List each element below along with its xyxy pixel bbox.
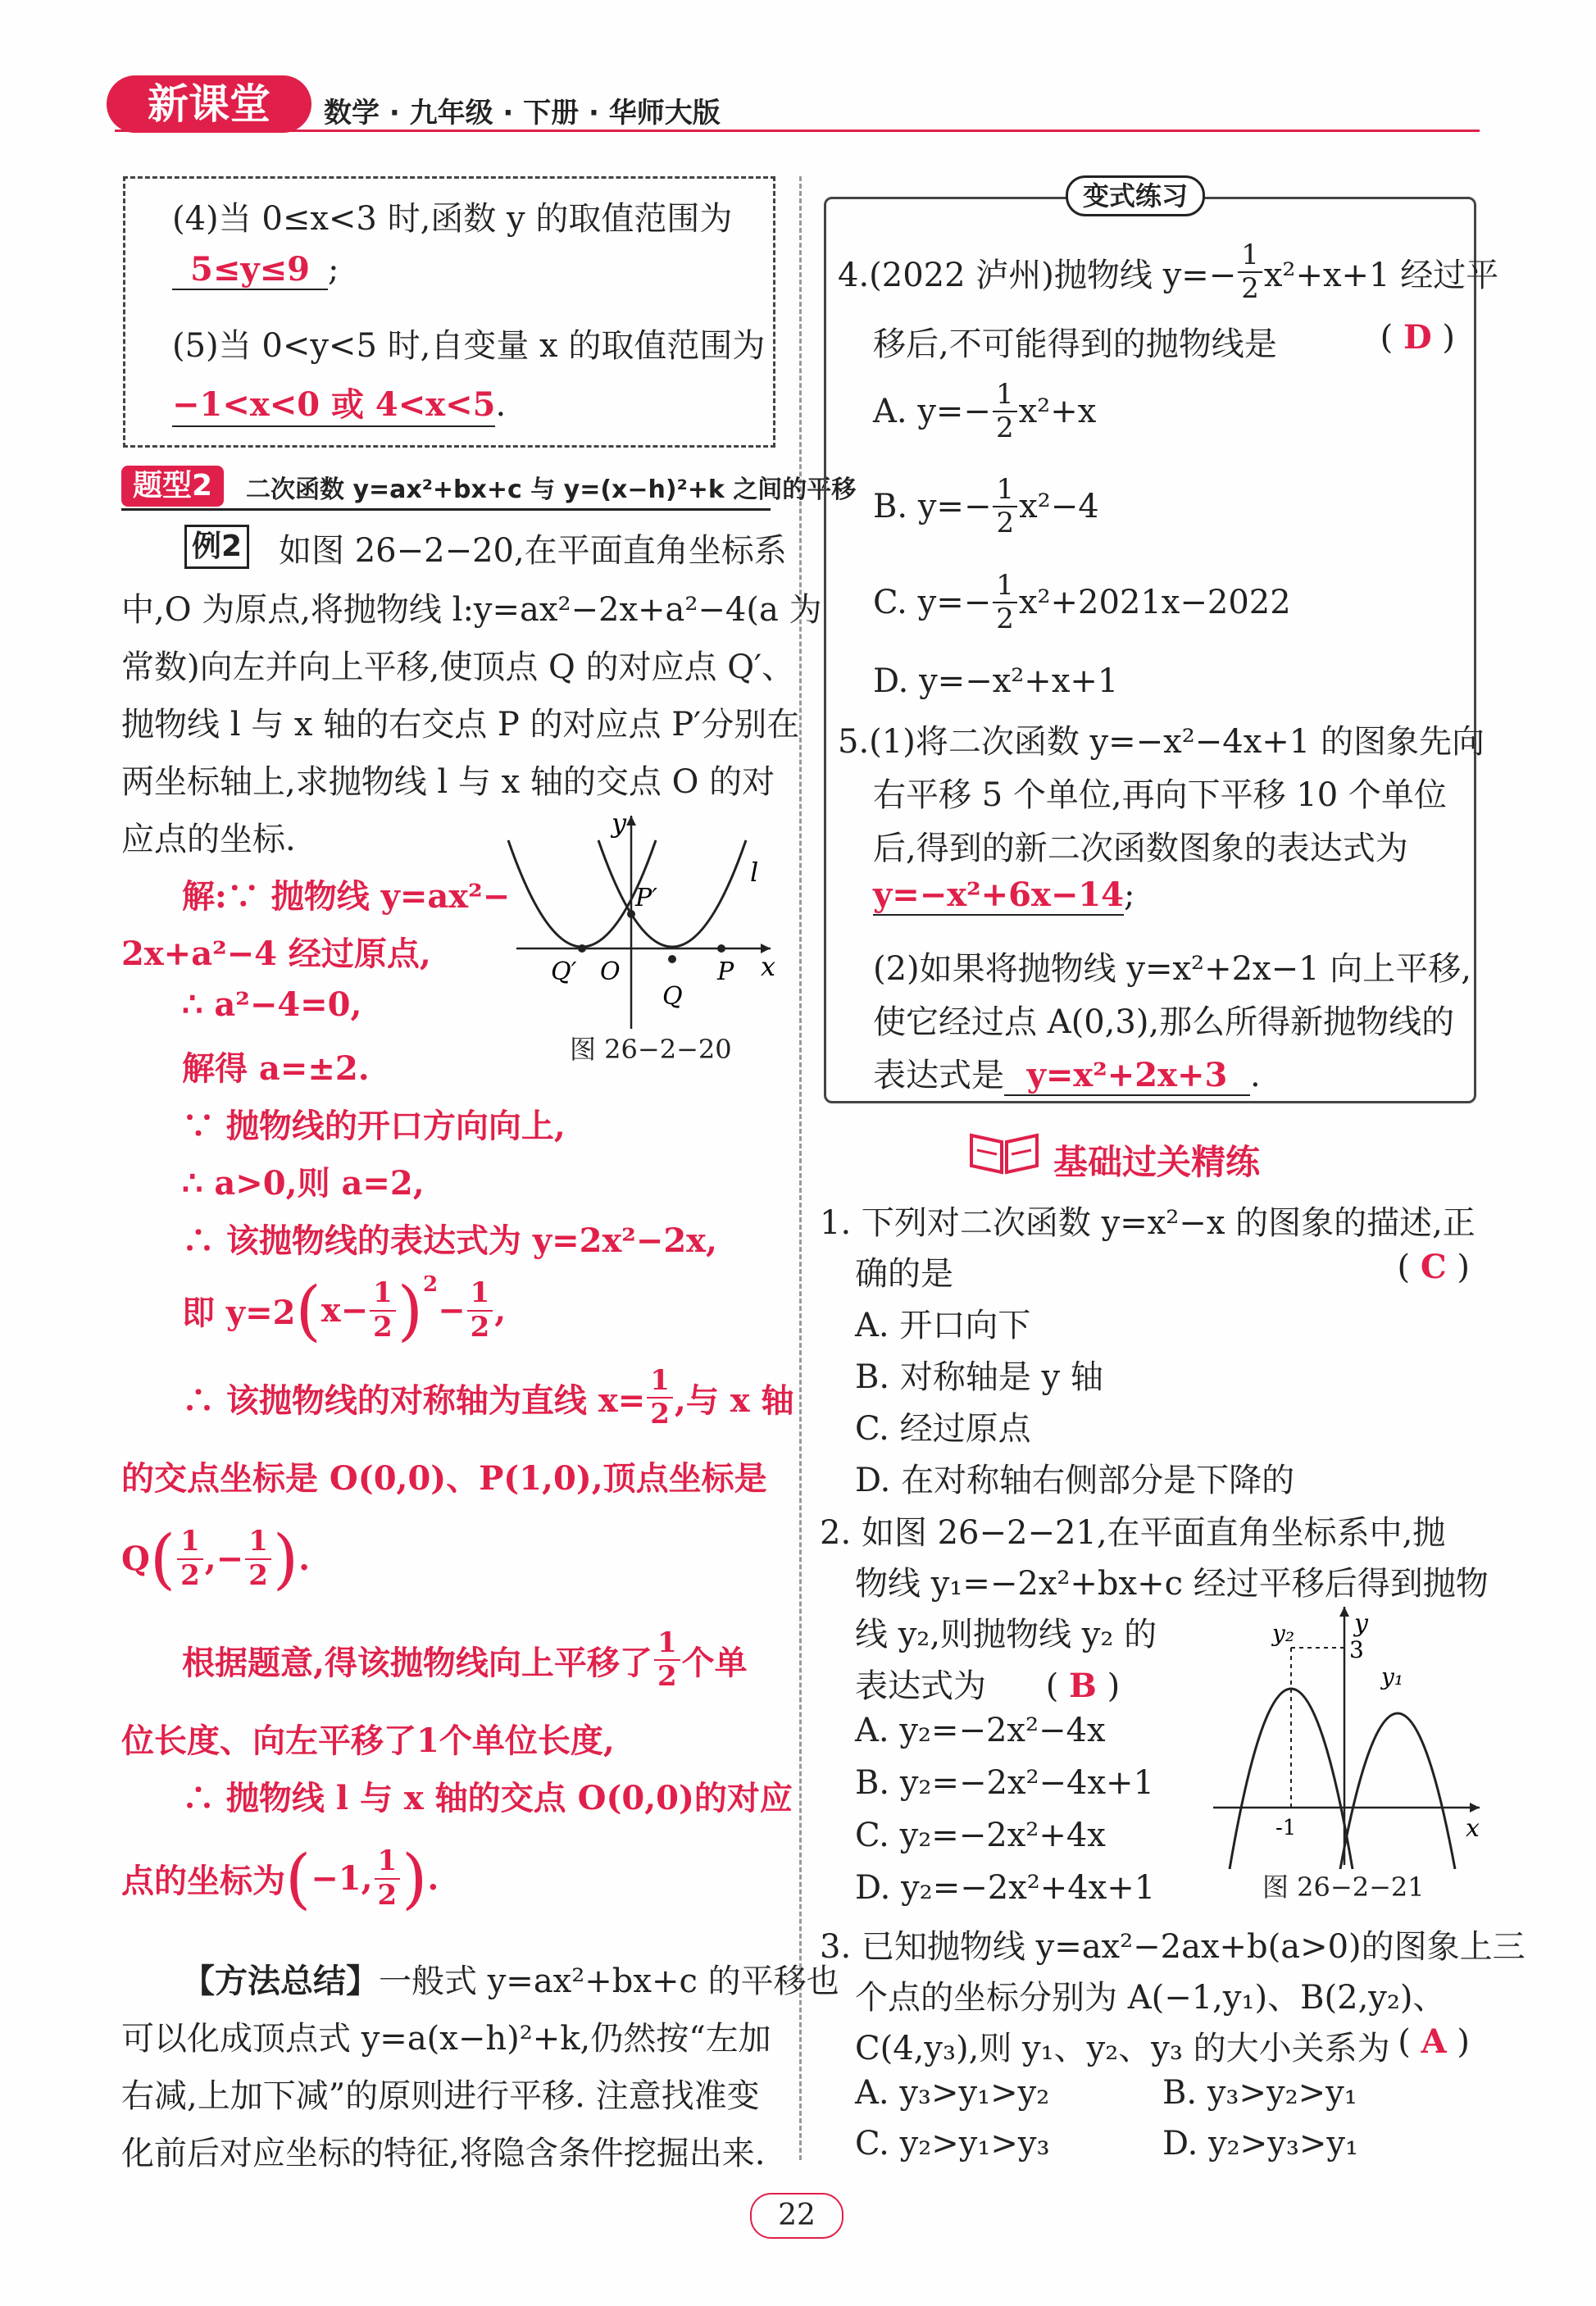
fig2-parabola-y1 — [1340, 1713, 1455, 1869]
example-line-5: 两坐标轴上,求抛物线 l 与 x 轴的交点 O 的对 — [121, 763, 775, 801]
header-logo: 新课堂 — [107, 75, 311, 133]
p2-option-a: A. y₂=−2x²−4x — [855, 1712, 1106, 1749]
q5-a2-wrap: 表达式是 y=x²+2x+3 . — [873, 1056, 1261, 1094]
q4-line-2: 移后,不可能得到的抛物线是 ( D ) — [873, 318, 1455, 363]
solution-result-1: ∴ 抛物线 l 与 x 轴的交点 O(0,0)的对应 — [182, 1779, 793, 1817]
solution-vertex: Q ( $\frac{1}{2}$ ,− $\frac{1}{2}$ ) . — [121, 1521, 311, 1597]
fig1-parabola-l — [598, 840, 746, 947]
box-a4-wrap: 5≤y≤9 ; — [172, 250, 339, 290]
p3-option-a: A. y₃>y₁>y₂ — [855, 2074, 1050, 2112]
figure-26-2-20 — [500, 807, 779, 1037]
box-q5: (5)当 0<y<5 时,自变量 x 的取值范围为 — [172, 327, 766, 365]
fig1-label-q: Q — [662, 982, 683, 1011]
p1-option-b: B. 对称轴是 y 轴 — [855, 1358, 1103, 1396]
p3-answer: A — [1421, 2022, 1447, 2061]
q5-line-5: 使它经过点 A(0,3),那么所得新抛物线的 — [873, 1003, 1455, 1041]
fig1-point-qprime — [578, 944, 586, 953]
box-a5-wrap: −1<x<0 或 4<x<5. — [172, 379, 506, 427]
fig1-label-qprime: Q′ — [551, 957, 577, 986]
p2-answer: B — [1069, 1667, 1097, 1705]
p1-option-a: A. 开口向下 — [855, 1307, 1031, 1344]
solution-line-7: ∴ 该抛物线的表达式为 y=2x²−2x, — [182, 1221, 717, 1260]
example-badge: 例2 — [184, 525, 249, 569]
figure-26-2-21 — [1205, 1599, 1488, 1869]
type-title: 二次函数 y=ax²+bx+c 与 y=(x−h)²+k 之间的平移 — [246, 475, 857, 504]
solution-result-2: 点的坐标为 ( −1, $\frac{1}{2}$ ) . — [121, 1840, 439, 1917]
method-line-4: 化前后对应坐标的特征,将隐含条件挖掘出来. — [121, 2135, 766, 2172]
fig1-label-y: y — [612, 807, 627, 839]
q5-a2: y=x²+2x+3 — [1004, 1056, 1250, 1096]
fig1-point-q — [668, 955, 676, 963]
p3-option-b: B. y₃>y₂>y₁ — [1162, 2074, 1357, 2112]
p1-option-c: C. 经过原点 — [855, 1410, 1031, 1448]
fig1-parabola-shifted — [508, 840, 656, 947]
p2-line-3: 线 y₂,则抛物线 y₂ 的 — [855, 1616, 1157, 1653]
p2-line-1: 2. 如图 26−2−21,在平面直角坐标系中,抛 — [820, 1514, 1446, 1552]
p3-option-d: D. y₂>y₃>y₁ — [1162, 2125, 1359, 2163]
q4-answer: D — [1403, 318, 1432, 357]
q5-line-3: 后,得到的新二次函数图象的表达式为 — [873, 830, 1408, 867]
variant-title: 变式练习 — [1066, 175, 1205, 216]
p2-option-b: B. y₂=−2x²−4x+1 — [855, 1764, 1155, 1802]
fig1-point-p — [717, 944, 725, 953]
q5-a1: y=−x²+6x−14 — [873, 876, 1125, 914]
example-line-2: 中,O 为原点,将抛物线 l:y=ax²−2x+a²−4(a 为 — [121, 591, 822, 629]
p2-line-4: 表达式为 ( B ) — [855, 1667, 1121, 1705]
q5-a1-wrap: y=−x²+6x−14; — [873, 876, 1135, 914]
example-line-6: 应点的坐标. — [121, 821, 296, 858]
q4-option-c: C. y=− $\frac{1}{2}$ x²+2021x−2022 — [873, 569, 1291, 636]
p3-line-2: 个点的坐标分别为 A(−1,y₁)、B(2,y₂)、 — [855, 1979, 1446, 2017]
q4-option-d: D. y=−x²+x+1 — [873, 662, 1119, 700]
header-rule — [115, 130, 1480, 132]
q5-line-4: (2)如果将抛物线 y=x²+2x−1 向上平移, — [873, 950, 1471, 988]
solution-line-4: 解得 a=±2. — [182, 1049, 370, 1088]
fig1-label-l: l — [750, 857, 759, 888]
solution-line-5: ∵ 抛物线的开口方向向上, — [182, 1107, 566, 1145]
fig2-label-x: x — [1466, 1814, 1480, 1843]
box-q4: (4)当 0≤x<3 时,函数 y 的取值范围为 — [172, 200, 733, 238]
page-number: 22 — [750, 2193, 843, 2239]
p3-line-3: C(4,y₃),则 y₁、y₂、y₃ 的大小关系为 ( A ) — [855, 2022, 1470, 2067]
p2-option-c: C. y₂=−2x²+4x — [855, 1817, 1106, 1854]
p3-option-c: C. y₂>y₁>y₃ — [855, 2125, 1050, 2163]
p1-option-d: D. 在对称轴右侧部分是下降的 — [855, 1462, 1295, 1499]
p2-line-2: 物线 y₁=−2x²+bx+c 经过平移后得到抛物 — [855, 1565, 1489, 1603]
method-title: 【方法总结】 — [182, 1963, 379, 2000]
example-line-4: 抛物线 l 与 x 轴的右交点 P 的对应点 P′分别在 — [121, 706, 800, 744]
fig1-point-pprime — [627, 910, 635, 918]
solution-line-3: ∴ a²−4=0, — [182, 985, 362, 1024]
solution-axis: ∴ 该抛物线的对称轴为直线 x= $\frac{1}{2}$ ,与 x 轴 — [182, 1364, 794, 1431]
p1-line-2: 确的是 ( C ) — [855, 1248, 1470, 1293]
solution-intersect: 的交点坐标是 O(0,0)、P(1,0),顶点坐标是 — [121, 1459, 767, 1498]
example-line-1: 如图 26−2−20,在平面直角坐标系 — [279, 532, 787, 570]
fig2-caption: 图 26−2−21 — [1262, 1872, 1425, 1903]
book-icon — [967, 1127, 1041, 1176]
p1-answer: C — [1420, 1248, 1447, 1286]
fig1-label-p: P — [717, 957, 734, 986]
solution-line-1: 解:∵ 抛物线 y=ax²− — [182, 877, 511, 916]
fig2-label-y1: y₁ — [1381, 1663, 1404, 1690]
fig1-label-pprime: P′ — [635, 884, 657, 912]
method-line-3: 右减,上加下减”的原则进行平移. 注意找准变 — [121, 2077, 760, 2115]
solution-line-2: 2x+a²−4 经过原点, — [121, 935, 431, 973]
solution-shift-1: 根据题意,得该抛物线向上平移了 $\frac{1}{2}$ 个单 — [182, 1626, 748, 1694]
type-underline — [121, 508, 771, 511]
type-badge: 题型2 — [121, 466, 224, 507]
fig2-label-y: y — [1354, 1609, 1368, 1638]
example-line-3: 常数)向左并向上平移,使顶点 Q 的对应点 Q′、 — [121, 648, 795, 686]
solution-shift-2: 位长度、向左平移了1个单位长度, — [121, 1722, 615, 1760]
q4-line-1: 4.(2022 泸州)抛物线 y=− $\frac{1}{2}$ x²+x+1 经过平 — [838, 239, 1499, 306]
fig1-label-o: O — [600, 957, 621, 986]
fig1-caption: 图 26−2−20 — [570, 1034, 732, 1065]
fig2-label-y2: y₂ — [1272, 1620, 1295, 1647]
q4-option-b: B. y=− $\frac{1}{2}$ x²−4 — [873, 473, 1099, 540]
solution-vertex-form: 即 y=2 ( x− $\frac{1}{2}$ ) $^2$ − $\frac{1}{2}$ , — [182, 1272, 507, 1349]
box-a5: −1<x<0 或 4<x<5 — [172, 379, 495, 427]
q5-line-1: 5.(1)将二次函数 y=−x²−4x+1 的图象先向 — [838, 723, 1485, 761]
q5-line-2: 右平移 5 个单位,再向下平移 10 个单位 — [873, 776, 1447, 814]
p2-option-d: D. y₂=−2x²+4x+1 — [855, 1869, 1156, 1907]
section-title: 基础过关精练 — [1053, 1142, 1261, 1182]
q4-option-a: A. y=− $\frac{1}{2}$ x²+x — [873, 378, 1097, 445]
fig2-label-3: 3 — [1349, 1636, 1364, 1663]
box-a4: 5≤y≤9 — [172, 250, 328, 290]
p1-line-1: 1. 下列对二次函数 y=x²−x 的图象的描述,正 — [820, 1204, 1476, 1242]
fig1-label-x: x — [761, 951, 776, 982]
method-line-2: 可以化成顶点式 y=a(x−h)²+k,仍然按“左加 — [121, 2020, 771, 2058]
header-subtitle: 数学 · 九年级 · 下册 · 华师大版 — [324, 97, 721, 130]
p3-line-1: 3. 已知抛物线 y=ax²−2ax+b(a>0)的图象上三 — [820, 1928, 1526, 1966]
fig2-label-m1: -1 — [1275, 1816, 1297, 1840]
method-line-1: 【方法总结】一般式 y=ax²+bx+c 的平移也 — [182, 1963, 839, 2000]
solution-line-6: ∴ a>0,则 a=2, — [182, 1164, 425, 1203]
